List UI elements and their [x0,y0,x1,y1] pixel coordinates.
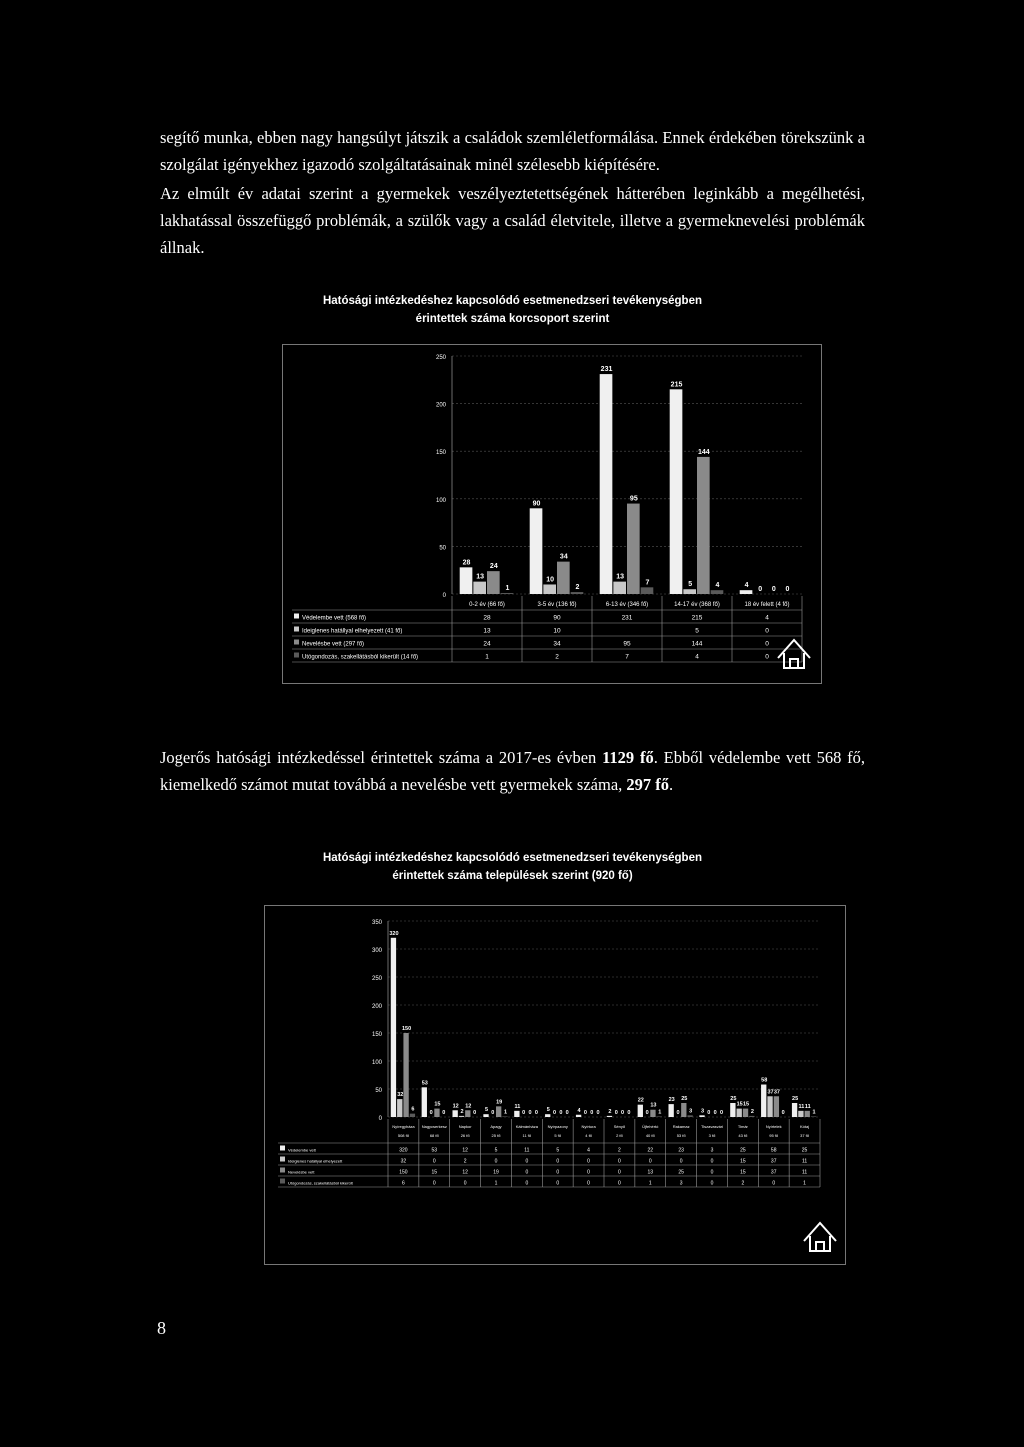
bar [496,1106,501,1117]
data-label: 320 [389,930,399,937]
data-label: 13 [650,1102,657,1109]
bar [514,1111,519,1117]
bar [607,1116,612,1117]
bar [557,562,570,594]
table-cell: 3 [710,1147,714,1154]
data-label: 0 [771,586,776,593]
data-label: 0 [758,586,763,593]
data-label: 1 [812,1109,816,1116]
bar [613,582,626,594]
data-label: 0 [528,1110,532,1116]
table-cell: 0 [618,1180,621,1187]
table-cell: 7 [625,653,629,661]
table-cell: 5 [556,1147,560,1154]
data-label: 0 [491,1110,495,1116]
bar [403,1033,408,1117]
bar [483,1114,488,1117]
data-label: 0 [621,1110,625,1116]
data-label: 13 [616,573,625,581]
bar [687,1115,692,1117]
y-tick-label: 100 [371,1060,382,1066]
paragraph-3-text-c: . Ebből védelembe vett 568 fő, kiemelkedő számot mutat továbbá a nevelésbe vett gyermekek száma, [160,748,865,794]
bar [730,1103,735,1117]
data-label: 0 [596,1110,600,1116]
table-cell: 4 [765,614,769,622]
table-cell: 12 [462,1169,468,1176]
bar [761,1085,766,1117]
table-cell: 37 [770,1169,777,1176]
paragraph-3-text-a: Jogerős hatósági intézkedéssel érintettek száma a 2017-es évben [160,748,603,767]
y-tick-label: 50 [439,545,446,552]
bar [670,389,683,594]
data-label: 25 [792,1096,799,1102]
legend-label: Utógondozás, szakellátásból kikerült (14 fő) [302,654,419,661]
table-cell: 1 [648,1180,652,1187]
table-cell: 2 [741,1180,745,1187]
table-cell: 0 [587,1169,590,1176]
data-label: 10 [546,576,555,584]
bar [740,590,753,594]
data-label: 0 [785,586,790,593]
data-label: 2 [608,1108,612,1115]
table-cell: 5 [695,627,699,635]
table-cell: 0 [765,653,769,661]
data-label: 19 [496,1099,503,1106]
table-cell: 0 [556,1158,560,1165]
legend-swatch [294,627,299,632]
chart-settlements [264,905,846,1265]
chart-age-groups [282,344,822,684]
bar [641,587,654,594]
bar [391,938,396,1117]
legend-swatch [294,614,299,619]
y-tick-label: 150 [371,1032,382,1038]
data-label: 22 [637,1097,644,1104]
data-label: 0 [676,1110,680,1116]
bar [460,567,473,594]
category-label: Nyírtelek [765,1124,782,1129]
chart-frame [265,906,846,1265]
y-tick-label: 0 [442,593,446,599]
data-label: 144 [697,448,710,456]
table-cell: 11 [801,1158,808,1165]
category-label: Rakamaz [672,1124,690,1129]
category-label: Timár [737,1124,748,1129]
table-cell: 13 [647,1169,654,1176]
y-tick-label: 200 [435,402,446,409]
category-count-label: 53 fő [676,1133,686,1138]
y-tick-label: 200 [371,1004,382,1010]
table-cell: 0 [710,1169,714,1176]
data-label: 2 [750,1108,754,1115]
category-count-label: 40 fő [645,1133,655,1138]
table-cell: 0 [618,1169,621,1176]
chart2-title-line1: Hatósági intézkedéshez kapcsolódó esetmenedzseri tevékenységben [322,852,702,864]
table-cell: 0 [494,1158,498,1165]
table-cell: 11 [801,1169,808,1176]
category-label: Apagy [490,1124,502,1129]
bar [743,1109,748,1117]
category-count-label: 2 fő [616,1133,623,1138]
legend-label: Utógondozás, szakellátásból kikerült [288,1180,353,1186]
paragraph-1 [160,124,865,178]
foster-care-count: 297 fő [626,775,670,794]
data-label: 5 [484,1107,489,1114]
table-cell: 5 [494,1147,498,1154]
table-cell: 0 [772,1180,776,1187]
category-label: 14-17 év (368 fő) [674,602,720,608]
bar [697,457,710,594]
category-count-label: 5 fő [554,1133,562,1138]
table-cell: 32 [400,1158,407,1165]
table-cell: 24 [483,640,491,648]
legend-swatch [280,1179,285,1184]
data-label: 15 [434,1101,441,1108]
category-label: Napkor [458,1124,472,1129]
data-label: 231 [600,366,613,374]
data-label: 3 [700,1108,705,1115]
y-tick-label: 250 [435,355,446,361]
data-label: 0 [713,1110,717,1116]
table-cell: 90 [553,614,561,622]
table-cell: 0 [463,1180,467,1187]
data-label: 150 [401,1026,412,1032]
category-label: Kálmánháza [515,1124,538,1129]
category-count-label: 37 fő [800,1133,810,1138]
table-cell: 0 [765,640,769,648]
data-label: 58 [761,1077,768,1084]
table-cell: 2 [618,1147,621,1154]
bar [627,504,640,594]
table-cell: 0 [525,1180,529,1187]
y-tick-label: 50 [375,1088,382,1094]
data-label: 5 [546,1107,550,1114]
paragraph-3-text-e: . [669,775,674,794]
bar [600,374,613,594]
bar [452,1110,457,1117]
data-label: 6 [411,1106,415,1113]
table-cell: 0 [710,1180,714,1187]
table-cell: 0 [587,1158,590,1165]
data-label: 37 [767,1089,774,1096]
data-label: 0 [645,1110,649,1116]
data-label: 215 [670,381,683,389]
legend-swatch [294,653,299,658]
data-label: 11 [804,1103,811,1110]
data-label: 4 [577,1107,581,1114]
data-label: 13 [476,573,485,581]
data-label: 37 [773,1089,780,1096]
data-label: 15 [736,1101,743,1108]
data-label: 32 [397,1092,404,1099]
data-label: 0 [627,1110,631,1116]
table-cell: 4 [695,653,699,661]
data-label: 23 [668,1097,675,1104]
y-tick-label: 300 [371,948,382,954]
bar [502,1116,507,1117]
bar [711,590,724,594]
category-label: Sényő [613,1124,626,1129]
data-label: 25 [681,1096,688,1102]
bar [501,593,514,594]
table-cell: 58 [770,1147,777,1154]
data-label: 90 [532,500,541,508]
legend-label: Ideiglenes hatállyal elhelyezett (41 fő) [302,628,403,635]
bar [422,1087,427,1117]
house-logo-icon [804,1223,836,1251]
data-label: 0 [473,1110,477,1116]
bar [487,571,500,594]
data-label: 4 [715,582,720,590]
category-label: 0-2 év (66 fő) [469,602,505,608]
chart1-title-line2: érintettek száma korcsoport szerint [415,313,610,325]
category-count-label: 508 fő [397,1133,409,1138]
legend-label: Nevelésbe vett [288,1169,315,1175]
category-label: Nyírtura [581,1124,596,1129]
bar [749,1116,754,1117]
data-label: 53 [421,1080,428,1087]
bar [699,1115,704,1117]
data-label: 25 [730,1096,737,1102]
bar [576,1115,581,1117]
data-label: 11 [514,1103,521,1110]
data-label: 0 [565,1110,569,1116]
y-tick-label: 150 [435,450,446,457]
data-label: 0 [614,1110,618,1116]
chart2-title [240,849,785,885]
total-affected-count: 1129 fő [602,748,654,767]
data-label: 0 [522,1110,526,1116]
bar [681,1103,686,1117]
data-label: 1 [503,1109,508,1116]
table-cell: 320 [399,1147,408,1154]
bar [668,1104,673,1117]
category-label: Nyíregyháza [392,1124,415,1129]
table-cell: 23 [678,1147,684,1154]
legend-label: Védelembe vett [288,1147,316,1153]
category-count-label: 11 fő [522,1133,532,1138]
y-tick-label: 0 [378,1116,382,1122]
table-cell: 22 [647,1147,654,1154]
table-cell: 53 [431,1147,438,1154]
table-cell: 0 [710,1158,714,1165]
paragraph-2-text: Az elmúlt év adatai szerint a gyermekek veszélyeztetettségének hátterében leginkább a megélhetési, lakhatással összefüggő problémák, a szülők vagy a család életvitele, illetve a gyermeknevelési problémák állnak. [160,184,865,257]
table-cell: 0 [432,1158,436,1165]
paragraph-3 [160,744,865,798]
data-label: 12 [465,1103,472,1110]
data-label: 0 [559,1110,563,1116]
table-cell: 1 [803,1180,806,1187]
legend-swatch [280,1168,285,1173]
category-count-label: 25 fő [491,1133,501,1138]
bar [638,1105,643,1117]
bar [737,1109,742,1117]
bar [650,1110,655,1117]
table-cell: 231 [621,614,633,622]
legend-swatch [280,1157,285,1162]
data-label: 0 [781,1110,785,1116]
category-count-label: 95 fő [769,1133,779,1138]
y-tick-label: 100 [435,497,446,504]
category-label: Nagycserkesz [421,1124,447,1129]
bar [459,1116,464,1117]
bar [397,1099,402,1117]
data-label: 1 [658,1109,662,1116]
category-label: Újfehértó [642,1124,659,1129]
data-label: 0 [534,1110,538,1116]
table-cell: 19 [493,1169,499,1176]
table-cell: 4 [587,1147,590,1154]
table-cell: 13 [483,627,491,635]
bar [767,1096,772,1117]
table-cell: 0 [525,1169,529,1176]
category-label: 18 év felett (4 fő) [744,602,790,608]
bar [434,1109,439,1117]
table-cell: 0 [556,1180,560,1187]
category-count-label: 3 fő [708,1133,716,1138]
table-cell: 2 [555,653,559,661]
table-cell: 0 [587,1180,590,1187]
data-label: 1 [505,585,510,593]
data-label: 11 [798,1103,805,1110]
bar [657,1116,662,1117]
bar [571,592,584,594]
bar [465,1110,470,1117]
table-cell: 0 [556,1169,560,1176]
y-tick-label: 350 [371,920,382,926]
table-cell: 15 [740,1158,746,1165]
bar [805,1111,810,1117]
paragraph-1-text: segítő munka, ebben nagy hangsúlyt játszik a családok szemléletformálása. Ennek érdekében törekszünk a szolgálat igényekhez igazodó szolgáltatásainak minél szélesebb kiépítésére. [160,128,865,174]
table-cell: 25 [678,1169,684,1176]
bar [410,1114,415,1117]
legend-swatch [294,640,299,645]
y-tick-label: 250 [371,976,382,982]
house-logo-icon [778,640,810,668]
table-cell: 15 [431,1169,438,1176]
data-label: 2 [460,1108,464,1115]
paragraph-2 [160,180,865,261]
table-cell: 0 [525,1158,529,1165]
table-cell: 2 [463,1158,467,1165]
table-cell: 0 [618,1158,621,1165]
category-count-label: 26 fő [460,1133,470,1138]
bar [774,1096,779,1117]
bar [530,508,543,594]
data-label: 0 [590,1110,594,1116]
table-cell: 37 [770,1158,777,1165]
data-label: 5 [688,581,693,589]
data-label: 0 [553,1110,557,1116]
data-label: 0 [442,1110,446,1116]
data-label: 7 [645,579,650,587]
data-label: 28 [462,559,471,567]
data-label: 24 [489,563,498,571]
chart2-title-line2: érintettek száma települések szerint (920 fő) [392,870,633,882]
table-cell: 11 [524,1147,530,1154]
table-cell: 150 [399,1169,408,1176]
chart1-title [240,292,785,328]
category-label: Kótaj [800,1124,810,1129]
legend-label: Védelembe vett (568 fő) [302,615,367,622]
legend-label: Nevelésbe vett (297 fő) [302,641,365,648]
data-label: 12 [452,1103,459,1110]
bar [543,584,556,594]
table-cell: 6 [402,1180,405,1187]
legend-swatch [280,1146,285,1151]
category-label: Tiszavasvári [700,1124,724,1129]
data-label: 0 [719,1110,724,1116]
data-label: 15 [742,1101,750,1108]
bar [811,1116,816,1117]
category-count-label: 43 fő [738,1133,748,1138]
legend-label: Ideiglenes hatállyal elhelyezett [288,1158,343,1164]
category-count-label: 4 fő [585,1133,592,1138]
bar [798,1111,803,1117]
table-cell: 25 [801,1147,808,1154]
data-label: 3 [689,1108,693,1115]
table-cell: 215 [691,614,703,622]
category-label: 6-13 év (346 fő) [605,602,649,608]
table-cell: 144 [691,640,703,648]
bar [683,589,696,594]
data-label: 0 [583,1110,587,1116]
category-count-label: 68 fő [429,1133,439,1138]
bar [545,1114,550,1117]
chart1-title-line1: Hatósági intézkedéshez kapcsolódó esetmenedzseri tevékenységben [322,295,702,307]
table-cell: 10 [553,627,561,635]
table-cell: 1 [485,653,489,661]
data-label: 0 [707,1110,711,1116]
table-cell: 3 [679,1180,683,1187]
bar [473,582,486,594]
table-cell: 0 [432,1180,436,1187]
table-cell: 0 [679,1158,683,1165]
table-cell: 15 [740,1169,746,1176]
table-cell: 1 [494,1180,498,1187]
table-cell: 25 [740,1147,746,1154]
table-cell: 0 [765,627,769,635]
category-label: 3-5 év (136 fő) [537,602,577,608]
data-label: 0 [429,1110,433,1116]
data-label: 34 [559,553,568,561]
table-cell: 0 [648,1158,652,1165]
page-number: 8 [157,1318,166,1338]
category-label: Nyírpazony [547,1124,568,1129]
bar [792,1103,797,1117]
table-cell: 34 [553,640,561,648]
data-label: 4 [744,582,749,590]
data-label: 2 [575,584,580,592]
data-label: 95 [629,495,638,503]
table-cell: 95 [623,640,631,648]
table-cell: 12 [462,1147,468,1154]
table-cell: 28 [483,614,491,622]
